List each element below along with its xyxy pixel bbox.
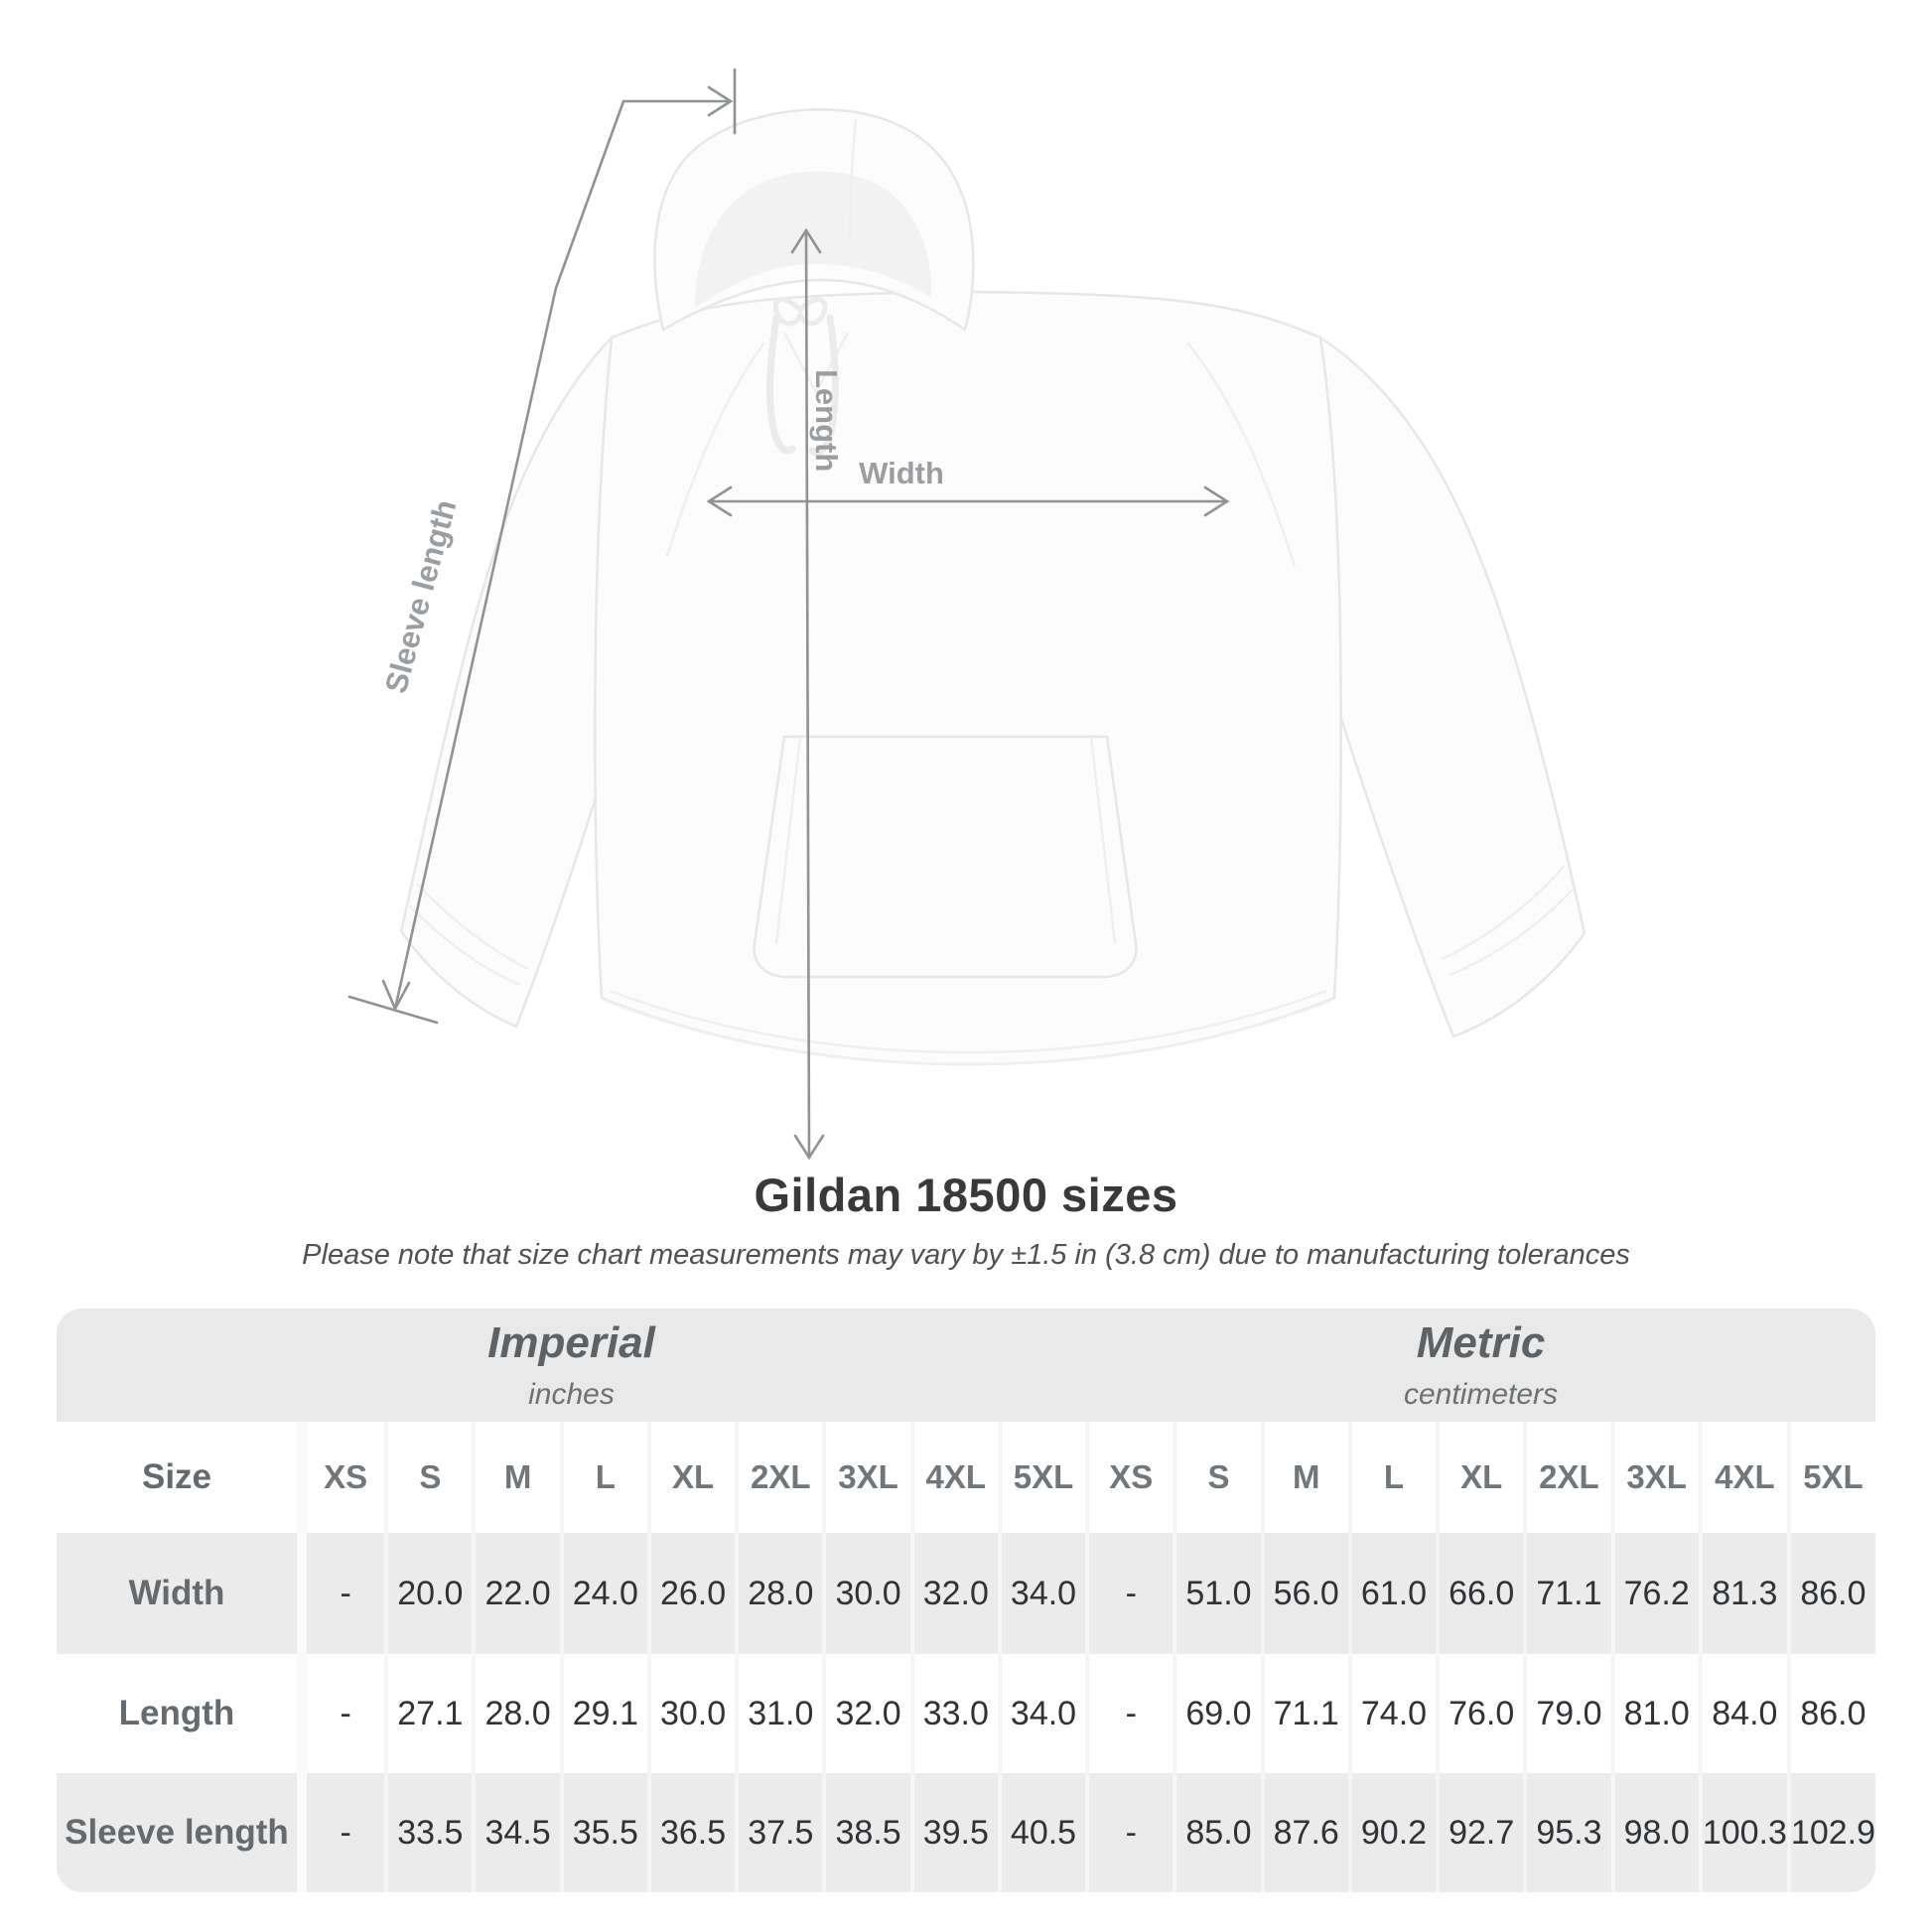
value-cell: 33.5 [384, 1773, 472, 1892]
row-label: Sleeve length [57, 1773, 297, 1892]
metric-title: Metric [1416, 1318, 1546, 1367]
value-cell: 69.0 [1173, 1654, 1260, 1773]
value-cell: 81.0 [1611, 1654, 1699, 1773]
value-cell: - [297, 1533, 384, 1654]
value-cell: 92.7 [1436, 1773, 1523, 1892]
value-cell: 90.2 [1348, 1773, 1436, 1892]
value-cell: 27.1 [384, 1654, 472, 1773]
width-label: Width [859, 456, 944, 490]
unit-header-band [57, 1309, 1875, 1422]
value-cell: - [1085, 1533, 1173, 1654]
value-cell: 84.0 [1699, 1654, 1787, 1773]
value-cell: - [297, 1773, 384, 1892]
row-label: Length [57, 1654, 297, 1773]
value-cell: 76.0 [1436, 1654, 1523, 1773]
value-cell: 34.5 [472, 1773, 559, 1892]
value-cell: 34.0 [998, 1533, 1085, 1654]
value-cell: 30.0 [647, 1654, 735, 1773]
value-cell: 32.0 [822, 1654, 909, 1773]
size-table [57, 1309, 1875, 1892]
size-cell: XS [297, 1422, 384, 1533]
tolerance-note: Please note that size chart measurements may vary by ±1.5 in (3.8 cm) due to manufacturing tolerances [302, 1239, 1630, 1271]
metric-unit: centimeters [1403, 1378, 1559, 1411]
value-cell: 31.0 [735, 1654, 822, 1773]
value-cell: 38.5 [822, 1773, 909, 1892]
value-cell: 35.5 [560, 1773, 647, 1892]
size-cell: 4XL [910, 1422, 998, 1533]
size-cell: M [1261, 1422, 1348, 1533]
size-cell: 3XL [1611, 1422, 1699, 1533]
value-cell: 29.1 [560, 1654, 647, 1773]
value-cell: 86.0 [1787, 1533, 1875, 1654]
value-cell: 51.0 [1173, 1533, 1260, 1654]
size-cell: XL [1436, 1422, 1523, 1533]
value-cell: 32.0 [910, 1533, 998, 1654]
value-cell: 37.5 [735, 1773, 822, 1892]
size-cell: XL [647, 1422, 735, 1533]
imperial-section-header [57, 1309, 1086, 1422]
value-cell: 20.0 [384, 1533, 472, 1654]
value-cell: 74.0 [1348, 1654, 1436, 1773]
imperial-unit: inches [528, 1378, 615, 1411]
size-cell: 2XL [1523, 1422, 1610, 1533]
value-cell: 24.0 [560, 1533, 647, 1654]
value-cell: - [1085, 1773, 1173, 1892]
value-cell: 56.0 [1261, 1533, 1348, 1654]
size-cell: 2XL [735, 1422, 822, 1533]
value-cell: 87.6 [1261, 1773, 1348, 1892]
value-cell: - [1085, 1654, 1173, 1773]
row-label: Width [57, 1533, 297, 1654]
size-cell: XS [1085, 1422, 1173, 1533]
size-cell: 4XL [1699, 1422, 1787, 1533]
size-column-header: Size [57, 1422, 297, 1533]
size-cell: L [1348, 1422, 1436, 1533]
value-cell: - [297, 1654, 384, 1773]
value-cell: 100.3 [1699, 1773, 1787, 1892]
page-title: Gildan 18500 sizes [754, 1169, 1178, 1221]
value-cell: 26.0 [647, 1533, 735, 1654]
size-cell: M [472, 1422, 559, 1533]
value-cell: 61.0 [1348, 1533, 1436, 1654]
size-cell: 5XL [1787, 1422, 1875, 1533]
value-cell: 39.5 [910, 1773, 998, 1892]
value-cell: 66.0 [1436, 1533, 1523, 1654]
sleeve-length-label: Sleeve length [377, 495, 464, 697]
value-cell: 40.5 [998, 1773, 1085, 1892]
imperial-title: Imperial [487, 1318, 655, 1367]
value-cell: 86.0 [1787, 1654, 1875, 1773]
length-label: Length [809, 369, 844, 473]
size-cell: S [384, 1422, 472, 1533]
size-cell: L [560, 1422, 647, 1533]
size-cell: S [1173, 1422, 1260, 1533]
value-cell: 95.3 [1523, 1773, 1610, 1892]
value-cell: 76.2 [1611, 1533, 1699, 1654]
value-cell: 33.0 [910, 1654, 998, 1773]
value-cell: 71.1 [1261, 1654, 1348, 1773]
value-cell: 22.0 [472, 1533, 559, 1654]
value-cell: 28.0 [735, 1533, 822, 1654]
value-cell: 98.0 [1611, 1773, 1699, 1892]
value-cell: 102.9 [1787, 1773, 1875, 1892]
hoodie-illustration [401, 109, 1585, 1064]
value-cell: 79.0 [1523, 1654, 1610, 1773]
value-cell: 36.5 [647, 1773, 735, 1892]
metric-section-header [1086, 1309, 1875, 1422]
value-cell: 34.0 [998, 1654, 1085, 1773]
value-cell: 85.0 [1173, 1773, 1260, 1892]
size-cell: 5XL [998, 1422, 1085, 1533]
value-cell: 28.0 [472, 1654, 559, 1773]
value-cell: 71.1 [1523, 1533, 1610, 1654]
value-cell: 30.0 [822, 1533, 909, 1654]
size-cell: 3XL [822, 1422, 909, 1533]
value-cell: 81.3 [1699, 1533, 1787, 1654]
